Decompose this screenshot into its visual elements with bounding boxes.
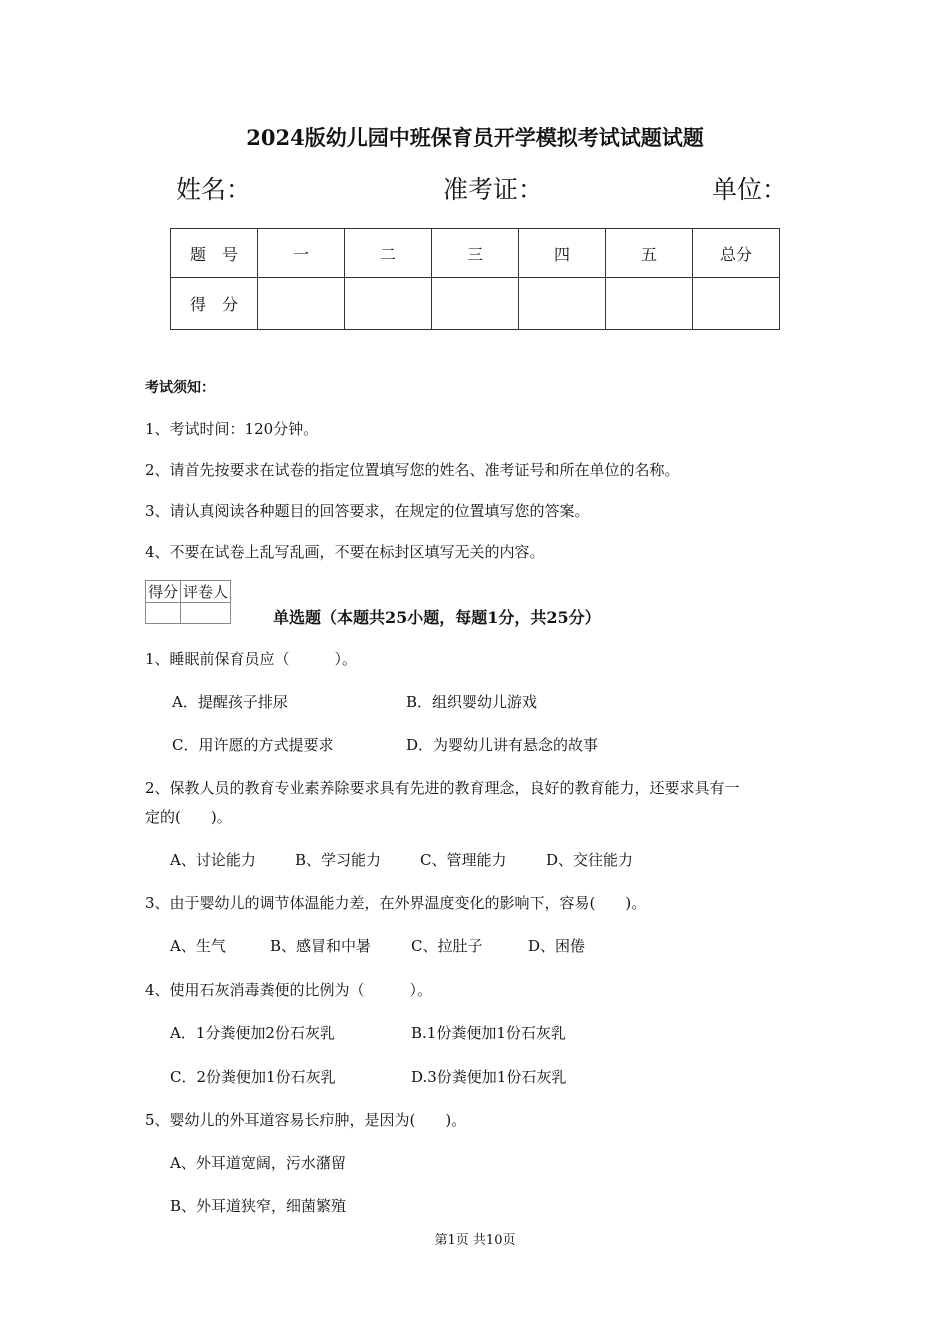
score-table	[170, 228, 780, 330]
grader-table	[145, 580, 231, 624]
question-option: A、外耳道宽阔，污水潴留	[170, 1154, 346, 1172]
score-cell	[258, 278, 345, 330]
question-option: D、交往能力	[546, 851, 634, 869]
notice-item: 1、考试时间：120分钟。	[145, 420, 319, 438]
question-option: B、感冒和中暑	[270, 937, 372, 955]
unit-field-label: 单位：	[712, 175, 788, 204]
page-footer: 第1页 共10页	[434, 1233, 516, 1248]
question-stem: 1、睡眠前保育员应（ ）。	[145, 650, 358, 668]
question-option: B.1份粪便加1份石灰乳	[411, 1024, 566, 1042]
question-option: A．1分粪便加2份石灰乳	[170, 1024, 335, 1042]
score-header-cell: 总分	[693, 229, 780, 278]
exam-id-field-label: 准考证：	[443, 175, 544, 204]
notice-item: 3、请认真阅读各种题目的回答要求，在规定的位置填写您的答案。	[145, 502, 590, 520]
question-option: B、学习能力	[295, 851, 382, 869]
question-stem: 3、由于婴幼儿的调节体温能力差，在外界温度变化的影响下，容易( )。	[145, 894, 647, 912]
score-header-cell: 题 号	[171, 229, 258, 278]
question-option: D.3份粪便加1份石灰乳	[411, 1068, 567, 1086]
question-stem: 4、使用石灰消毒粪便的比例为（ ）。	[145, 981, 433, 999]
question-option: A、讨论能力	[170, 851, 256, 869]
grader-reviewer-label: 评卷人	[181, 581, 231, 603]
score-header-cell: 一	[258, 229, 345, 278]
question-option: D．为婴幼儿讲有悬念的故事	[406, 736, 599, 754]
score-header-cell: 四	[519, 229, 606, 278]
question-option: A、生气	[170, 937, 226, 955]
notice-heading: 考试须知：	[145, 380, 215, 396]
question-stem: 2、保教人员的教育专业素养除要求具有先进的教育理念，良好的教育能力，还要求具有一	[145, 779, 740, 797]
score-header-cell: 三	[432, 229, 519, 278]
name-field-label: 姓名：	[176, 175, 252, 204]
score-header-cell: 二	[345, 229, 432, 278]
score-cell	[693, 278, 780, 330]
question-stem-continued: 定的( )。	[145, 808, 232, 826]
page-title: 2024版幼儿园中班保育员开学模拟考试试题试题	[246, 125, 704, 150]
question-option: C、管理能力	[420, 851, 507, 869]
question-option: C、拉肚子	[411, 937, 483, 955]
score-cell	[345, 278, 432, 330]
score-cell	[519, 278, 606, 330]
question-option: B、外耳道狭窄，细菌繁殖	[170, 1197, 347, 1215]
grader-score-cell	[146, 603, 181, 624]
question-option: B．组织婴幼儿游戏	[406, 693, 538, 711]
question-stem: 5、婴幼儿的外耳道容易长疖肿，是因为( )。	[145, 1111, 467, 1129]
question-option: A．提醒孩子排尿	[172, 693, 288, 711]
section-heading: 单选题（本题共25小题，每题1分，共25分）	[273, 608, 601, 627]
score-row-label: 得 分	[171, 278, 258, 330]
score-header-cell: 五	[606, 229, 693, 278]
score-cell	[432, 278, 519, 330]
question-option: D、困倦	[528, 937, 586, 955]
notice-item: 4、不要在试卷上乱写乱画，不要在标封区填写无关的内容。	[145, 543, 545, 561]
score-cell	[606, 278, 693, 330]
grader-score-label: 得分	[146, 581, 181, 603]
notice-item: 2、请首先按要求在试卷的指定位置填写您的姓名、准考证号和所在单位的名称。	[145, 461, 680, 479]
grader-reviewer-cell	[181, 603, 231, 624]
question-option: C．用许愿的方式提要求	[172, 736, 334, 754]
question-option: C．2份粪便加1份石灰乳	[170, 1068, 336, 1086]
